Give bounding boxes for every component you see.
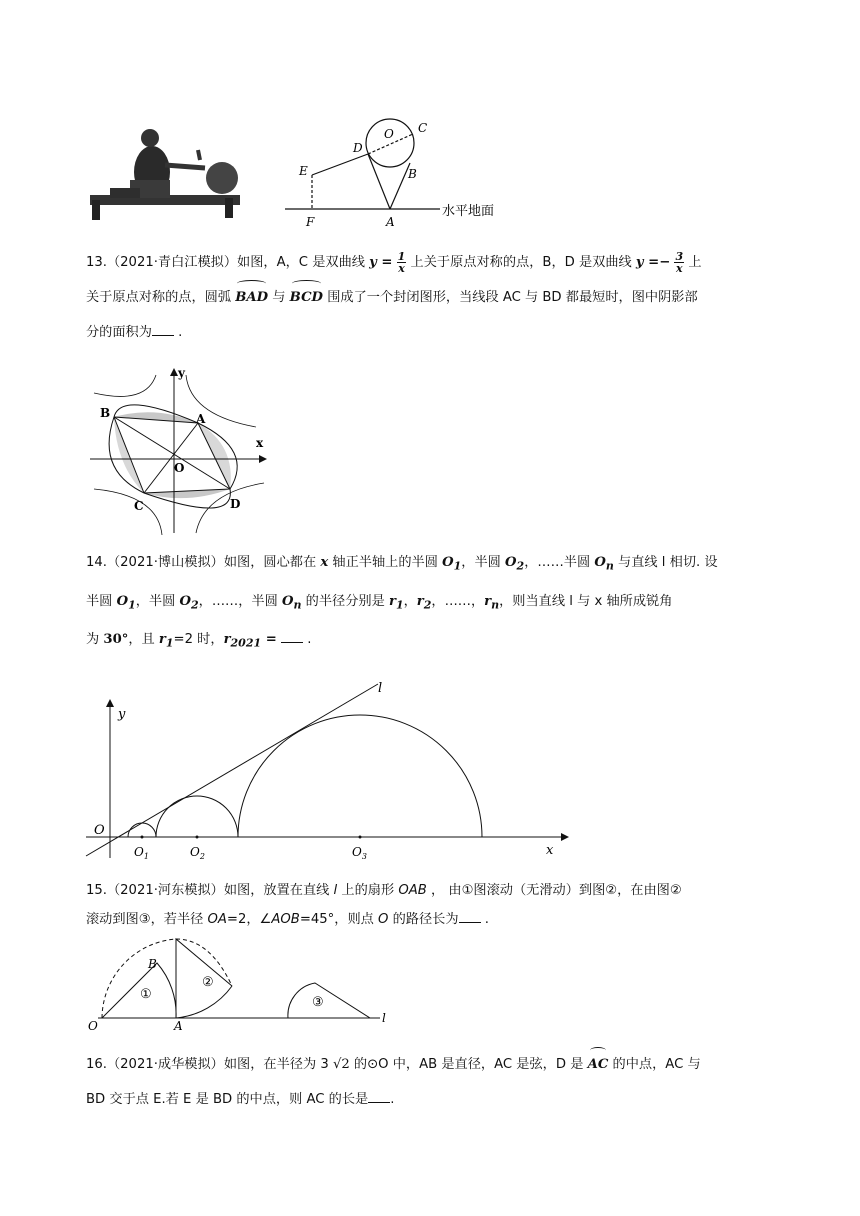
- figure-rowing-machine: [80, 110, 520, 235]
- label-F: F: [306, 215, 315, 229]
- label-O: O: [384, 127, 394, 141]
- ground-label: 水平地面: [442, 204, 495, 219]
- label-x: x: [256, 436, 264, 450]
- figure-15-rolling-sector: [80, 936, 400, 1032]
- circled-3: ③: [312, 995, 324, 1010]
- rowing-machine-photo-icon: [90, 129, 240, 220]
- label-A: A: [386, 215, 395, 229]
- label-C: C: [418, 121, 428, 135]
- figure-14-semicircles: [80, 676, 580, 866]
- arc-BAD: BAD: [235, 283, 268, 312]
- q13-eq1: y =: [369, 255, 393, 270]
- diagram-12: [285, 119, 440, 209]
- label-A: A: [196, 412, 206, 426]
- label-O1: $O_1$: [134, 845, 149, 861]
- label-l: l: [378, 681, 383, 696]
- answer-blank[interactable]: [152, 321, 174, 336]
- label-y: y: [178, 366, 185, 380]
- arc-BCD: BCD: [290, 283, 323, 312]
- label-A: A: [174, 1019, 183, 1032]
- q14-line2: 半圆 $O_1$，半圆 $O_2$，……，半圆 $O_n$ 的半径分别是 $r_1$，$r_2$，……，$r_n$，则当直线 l 与 x 轴所成锐角: [86, 593, 673, 612]
- q13-frac1: $\frac{1}{x}$: [397, 249, 406, 275]
- q15-line1: 15.（2021·河东模拟）如图，放置在直线 l 上的扇形 OAB ， 由①图滚动（无滑动）到图②，在由图②: [86, 883, 682, 898]
- q14-line3: 为 30°，且 $r_1=2$ 时，$r_{2021}$ = .: [86, 625, 776, 658]
- label-E: E: [299, 164, 308, 178]
- question-16: [86, 1050, 776, 1114]
- label-B: B: [148, 957, 157, 971]
- circled-1: ①: [140, 987, 152, 1002]
- question-14: [86, 548, 776, 658]
- q13-frac2: $\frac{3}{x}$: [675, 249, 684, 275]
- q14-line1: 14.（2021·博山模拟）如图，圆心都在 x 轴正半轴上的半圆 $O_1$，半圆 $O_2$，……半圆 $O_n$ 与直线 l 相切. 设: [86, 555, 718, 573]
- label-O2: $O_2$: [190, 845, 205, 861]
- q13-text: 13.（2021·青白江模拟）如图，A，C 是双曲线: [86, 255, 370, 270]
- answer-blank[interactable]: [368, 1088, 390, 1103]
- label-y: y: [118, 707, 126, 722]
- label-D: D: [230, 497, 241, 511]
- question-13: [86, 248, 776, 347]
- figure-13-hyperbola: [86, 365, 276, 535]
- q13-eq2: y =−: [635, 255, 671, 270]
- label-x: x: [546, 843, 554, 858]
- label-l: l: [382, 1011, 386, 1025]
- q13-line3: 分的面积为 .: [86, 318, 776, 347]
- answer-blank[interactable]: [281, 628, 303, 643]
- circled-2: ②: [202, 975, 214, 990]
- q16-line2: BD 交于点 E.若 E 是 BD 的中点，则 AC 的长是 .: [86, 1085, 776, 1114]
- label-C: C: [134, 499, 144, 513]
- q15-line2: 滚动到图③，若半径 OA=2，∠AOB=45°，则点 O 的路径长为 .: [86, 905, 776, 934]
- q13-text3: 上: [684, 255, 702, 270]
- label-O: O: [88, 1019, 98, 1032]
- label-O: O: [174, 461, 185, 475]
- label-B: B: [100, 406, 111, 420]
- label-B: B: [408, 167, 417, 181]
- label-D: D: [353, 141, 363, 155]
- q13-text2: 上关于原点对称的点，B，D 是双曲线: [406, 255, 636, 270]
- answer-blank[interactable]: [459, 908, 481, 923]
- label-O3: $O_3$: [352, 845, 367, 861]
- q13-line1: [86, 248, 776, 277]
- q13-line2: 关于原点对称的点，圆弧 BAD 与 BCD 围成了一个封闭图形，当线段 AC 与 BD 都最短时，图中阴影部: [86, 283, 776, 312]
- label-O: O: [94, 823, 105, 838]
- q16-line1: 16.（2021·成华模拟）如图，在半径为 3 √2 的⊙O 中，AB 是直径，AC 是弦，D 是 AC 的中点，AC 与: [86, 1050, 776, 1079]
- arc-AC: AC: [588, 1050, 609, 1079]
- question-15: [86, 876, 776, 934]
